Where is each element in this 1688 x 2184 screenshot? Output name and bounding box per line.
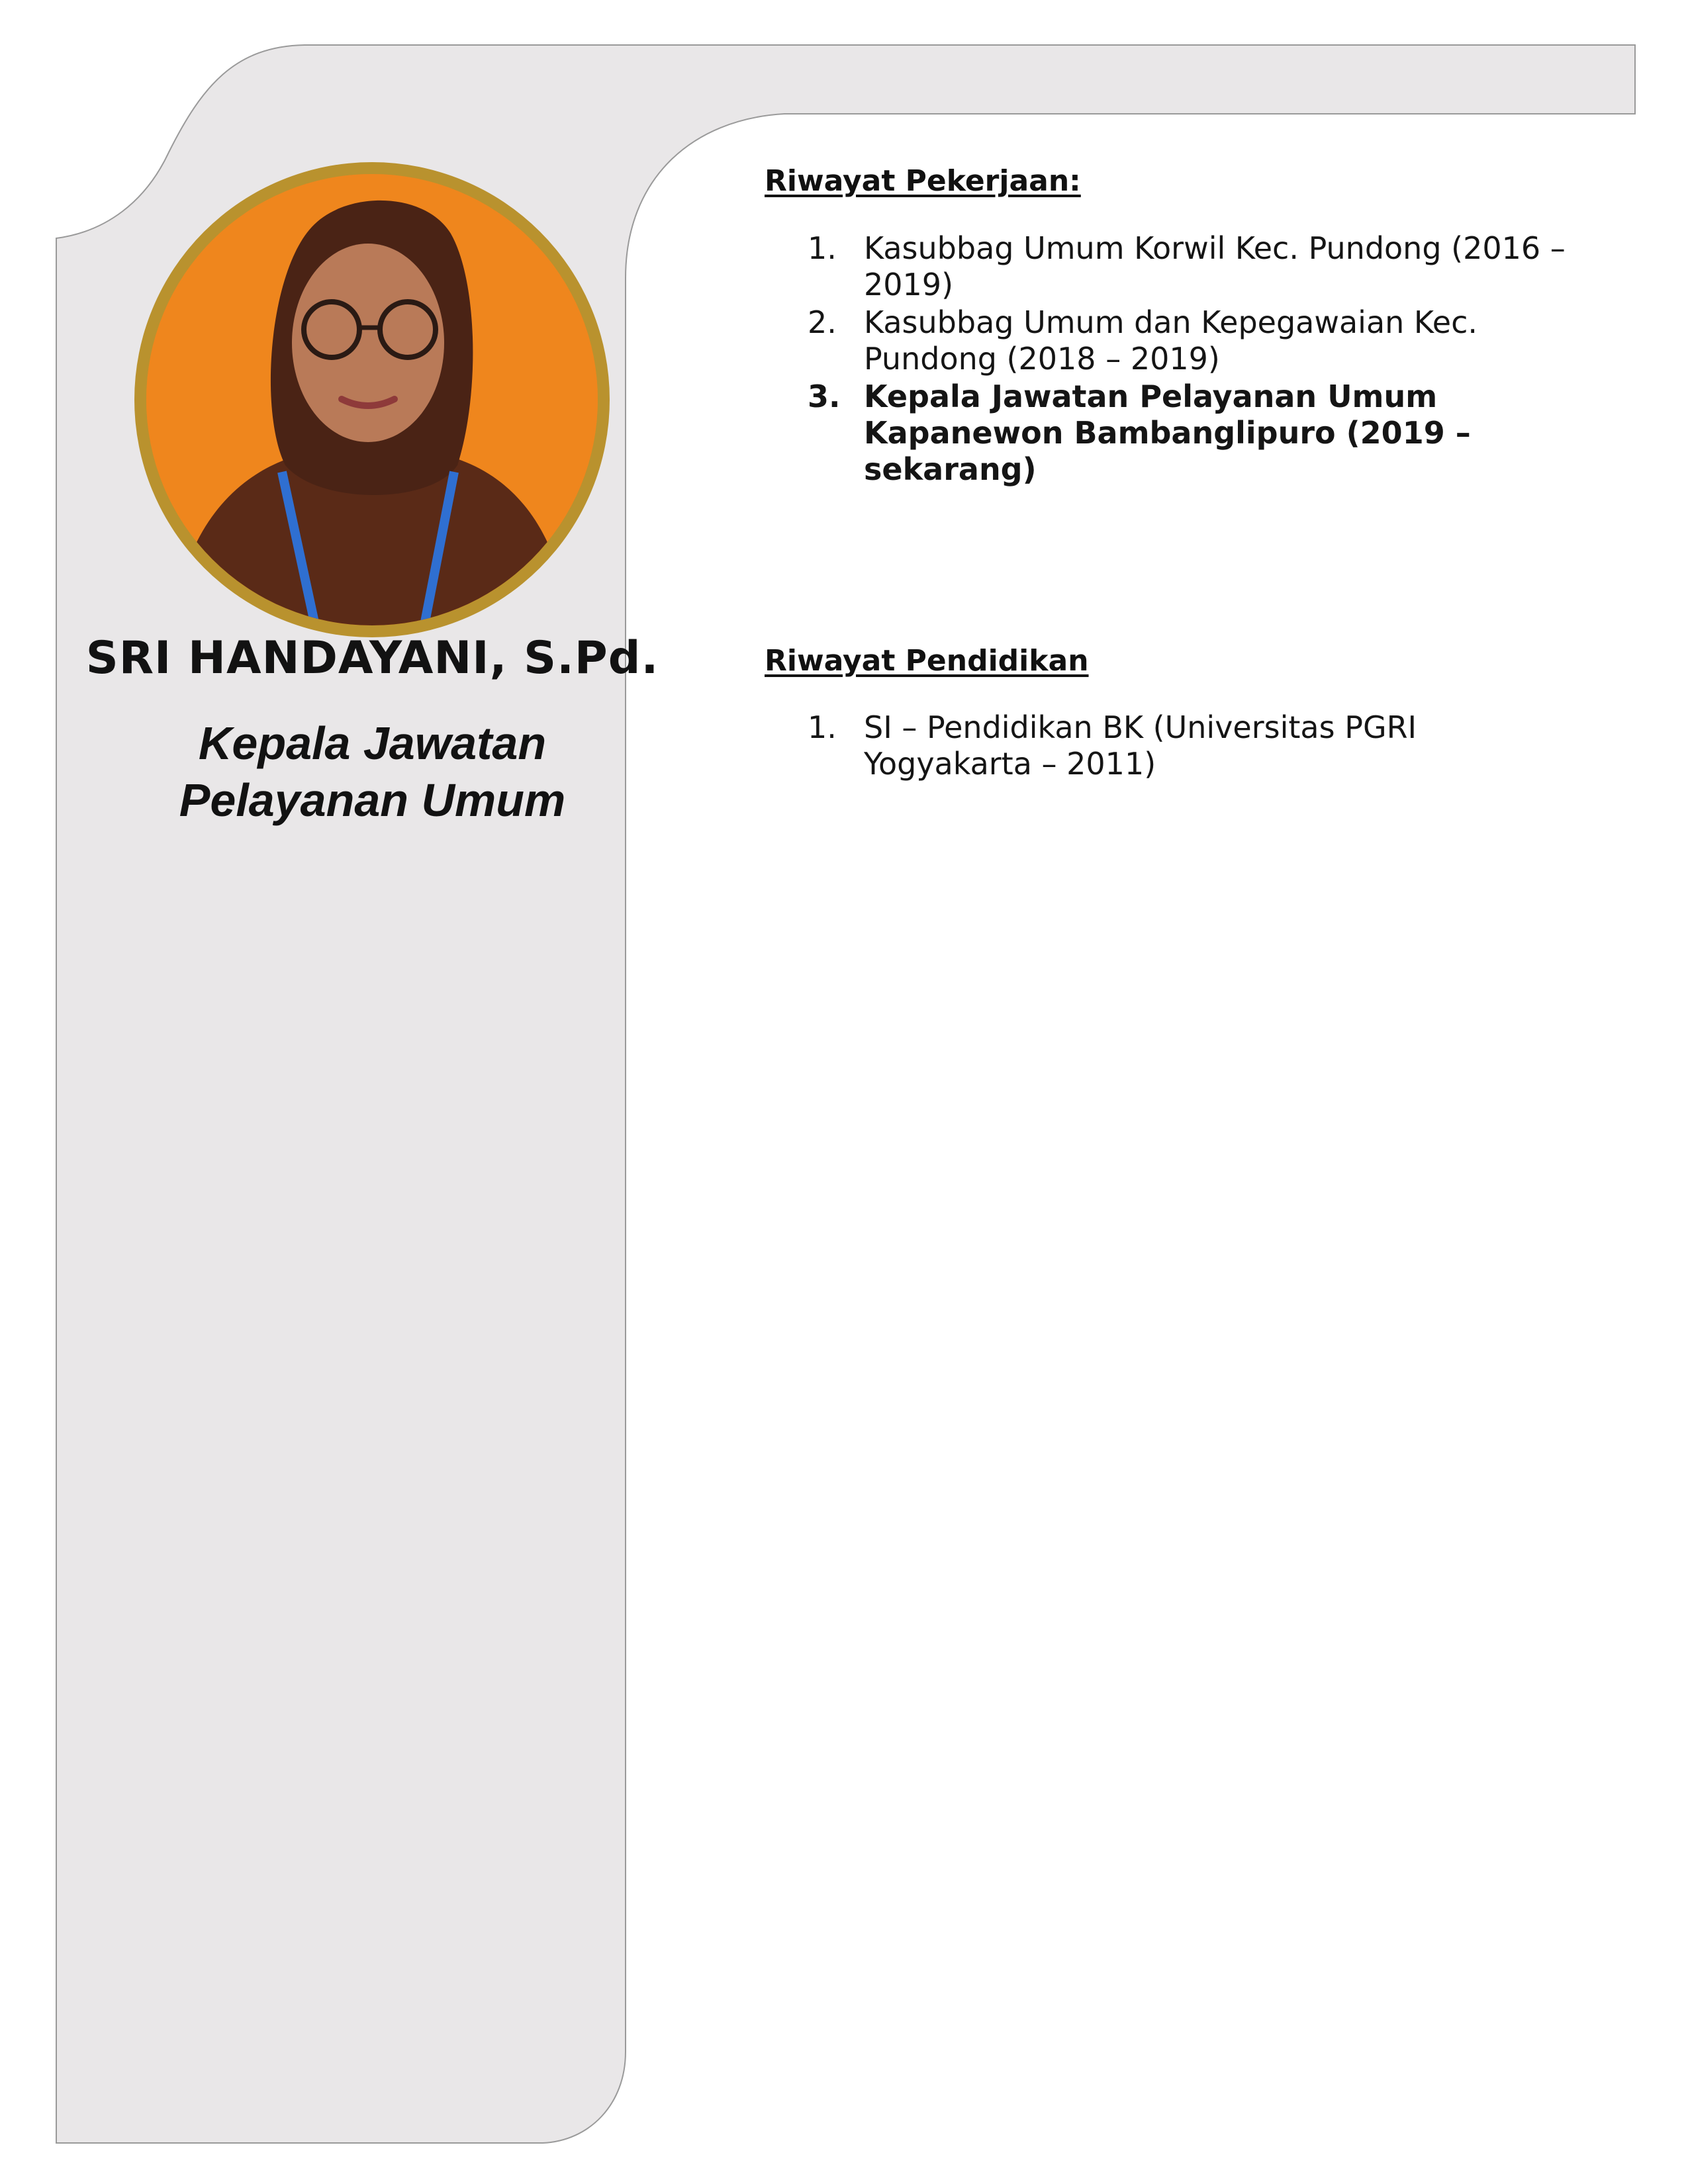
work-history-list [808,230,1589,489]
list-item-text: Kepala Jawatan Pelayanan Umum Kapanewon Bambanglipuro (2019 – sekarang) [864,379,1471,487]
list-item-number: 1. [808,709,837,745]
list-item [808,709,1589,782]
list-item-number: 1. [808,230,837,266]
education-list [808,709,1589,784]
list-item [808,304,1589,377]
list-item-number: 3. [808,379,841,414]
job-title-line-1: Kepala Jawatan [198,717,547,769]
list-item [808,379,1589,488]
list-item-text: Kasubbag Umum Korwil Kec. Pundong (2016 – 2019) [864,230,1566,302]
job-title-line-2: Pelayanan Umum [179,774,566,826]
education-heading: Riwayat Pendidikan [765,644,1089,678]
list-item-text: Kasubbag Umum dan Kepegawaian Kec. Pundong (2018 – 2019) [864,304,1478,377]
list-item-text: SI – Pendidikan BK (Universitas PGRI Yogyakarta – 2011) [864,709,1417,782]
list-item-number: 2. [808,304,837,340]
list-item [808,230,1589,303]
person-name: SRI HANDAYANI, S.Pd. [85,632,659,684]
person-job-title [53,715,692,829]
profile-photo-image [146,174,598,625]
work-history-heading: Riwayat Pekerjaan: [765,164,1081,198]
profile-photo [134,162,610,637]
